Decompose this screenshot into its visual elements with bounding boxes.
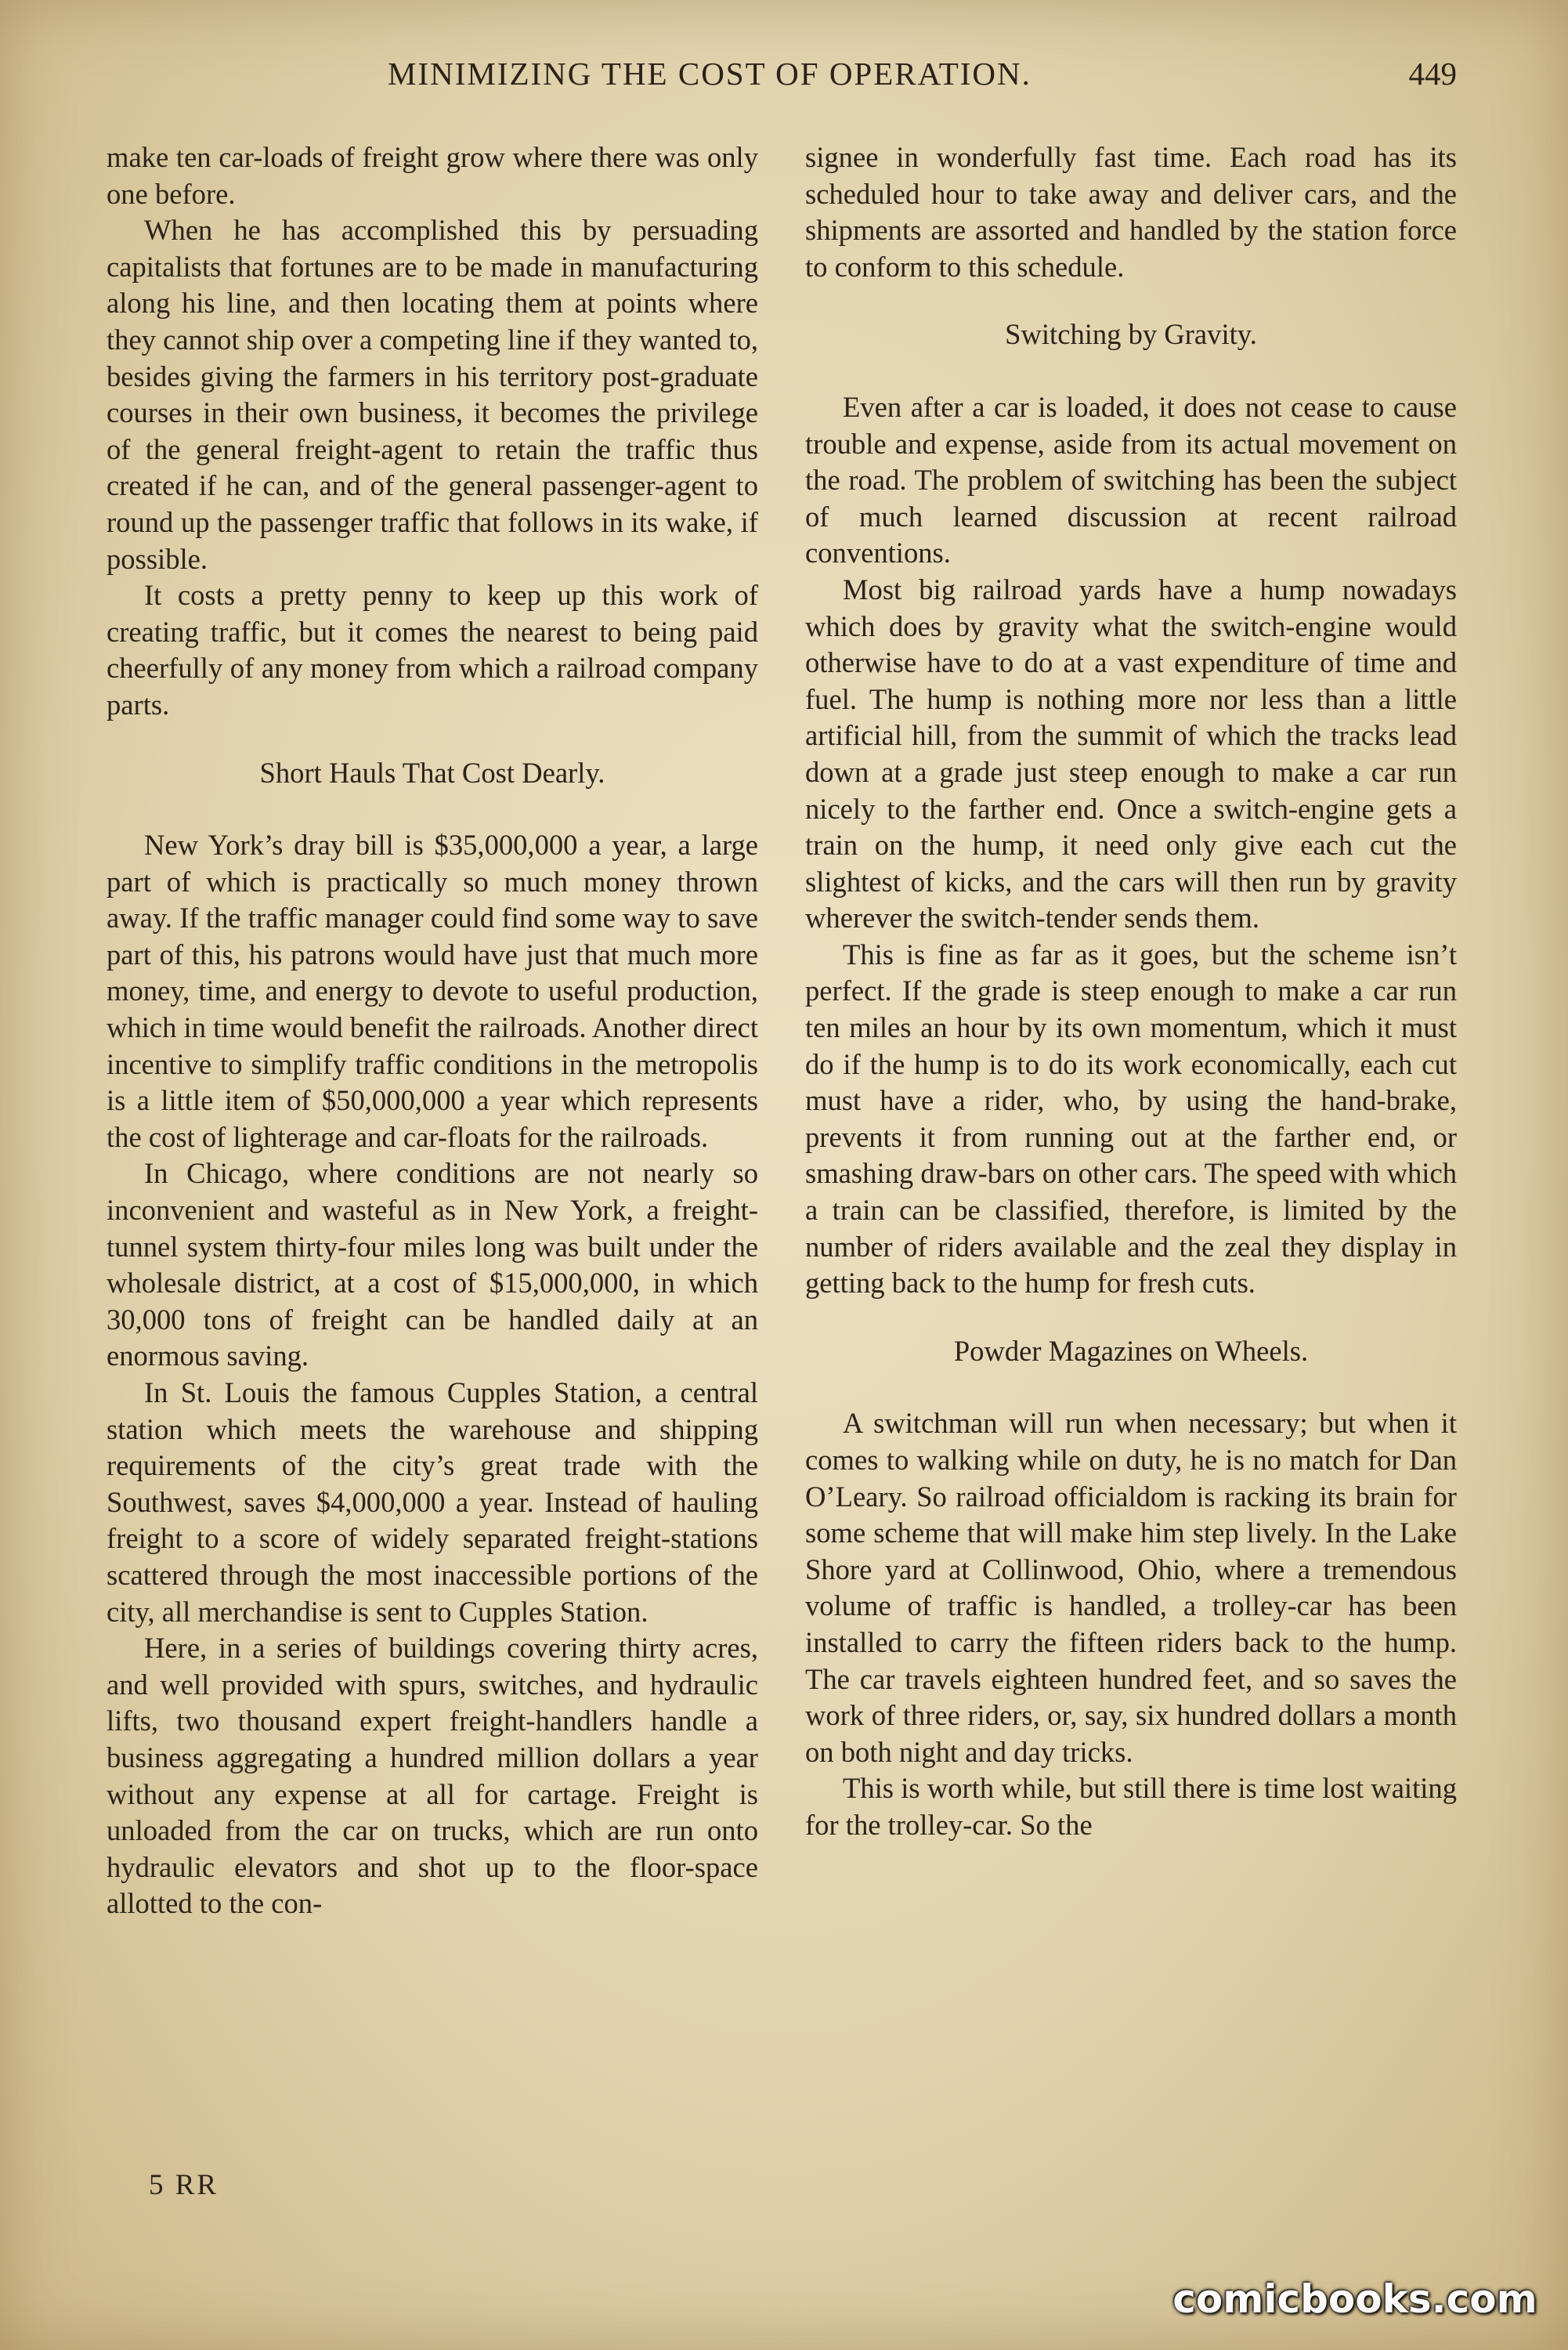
section-heading: Powder Magazines on Wheels. <box>953 1334 1309 1367</box>
paragraph: Even after a car is loaded, it does not cease to cause trouble and expense, aside from its actual movement on the road. The problem of switching has been the subject of much learned discussion at recent railroad conventions. <box>805 390 1457 569</box>
running-title: MINIMIZING THE COST OF OPERATION. <box>388 56 1031 92</box>
watermark: comicbooks.com <box>1172 2276 1537 2322</box>
paragraph: Most big railroad yards have a hump nowadays which does by gravity what the switch-engine would otherwise have to do at a vast expenditure of time and fuel. The hump is nothing more nor less than a little artificial hill, from the summit of which the tracks lead down at a grade just steep enough to make a car run nicely to the farther end. Once a switch-engine gets a train on the hump, it need only give each cut the slightest of kicks, and the cars will then run by gravity wherever the switch-tender sends them. <box>805 573 1457 935</box>
paragraph: When he has accomplished this by persuading capitalists that fortunes are to be made in manufacturing along his line, and then locating them at points where they cannot ship over a competing line if they wanted to, besides giving the farmers in his territory post-graduate courses in their own business, it becomes the privilege of the general freight-agent to retain the traffic thus created if he can, and of the general passenger-agent to round up the passenger traffic that follows in its wake, if possible. <box>107 214 758 575</box>
signature-mark: 5 RR <box>149 2169 219 2201</box>
left-column <box>107 139 758 1922</box>
paragraph: In Chicago, where conditions are not nearly so inconvenient and wasteful as in New York, a freight-tunnel system thirty-four miles long was built under the wholesale district, at a cost of $15,000,000, in which 30,000 tons of freight can be handled daily at an enormous saving. <box>107 1157 758 1372</box>
running-head <box>0 55 1457 102</box>
paragraph: It costs a pretty penny to keep up this work of creating traffic, but it comes the nearest to being paid cheerfully of any money from which a railroad company parts. <box>107 579 758 721</box>
section-heading: Switching by Gravity. <box>1005 318 1257 351</box>
paragraph: A switchman will run when necessary; but when it comes to walking while on duty, he is no match for Dan O’Leary. So railroad officialdom is racking its brain for some scheme that will make him step lively. In the Lake Shore yard at Collinwood, Ohio, where a tremendous volume of traffic is handled, a trolley-car has been installed to carry the fifteen riders back to the hump. The car travels eighteen hundred feet, and so saves the work of three riders, or, say, six hundred dollars a month on both night and day tricks. <box>805 1407 1457 1768</box>
page-number: 449 <box>1408 56 1457 92</box>
right-column <box>805 139 1457 1844</box>
paragraph: This is fine as far as it goes, but the scheme isn’t perfect. If the grade is steep enough to make a car run ten miles an hour by its own momentum, which it must do if the hump is to do its work economically, each cut must have a rider, who, by using the hand-brake, prevents it from running out at the farther end, or smashing draw-bars on other cars. The speed with which a train can be classified, therefore, is limited by the number of riders available and the zeal they display in getting back to the hump for fresh cuts. <box>805 938 1457 1300</box>
paragraph: Here, in a series of buildings covering thirty acres, and well provided with spurs, switches, and hydraulic lifts, two thousand expert freight-handlers handle a business aggregating a hundred million dollars a year without any expense at all for cartage. Freight is unloaded from the car on trucks, which are run onto hydraulic elevators and shot up to the floor-space allotted to the con- <box>107 1632 758 1920</box>
paragraph: In St. Louis the famous Cupples Station, a central station which meets the warehouse and shipping requirements of the city’s great trade with the Southwest, saves $4,000,000 a year. Instead of hauling freight to a score of widely separated freight-stations scattered through the most inaccessible portions of the city, all merchandise is sent to Cupples Station. <box>107 1376 758 1628</box>
paragraph: make ten car-loads of freight grow where there was only one before. <box>107 141 758 210</box>
paragraph: This is worth while, but still there is time lost waiting for the trolley-car. So the <box>805 1772 1457 1841</box>
paragraph: New York’s dray bill is $35,000,000 a year, a large part of which is practically so much money thrown away. If the traffic manager could find some way to save part of this, his patrons would have just that much more money, time, and energy to devote to useful production, which in time would benefit the railroads. Another direct incentive to simplify traffic conditions in the metropolis is a little item of $50,000,000 a year which represents the cost of lighterage and car-floats for the railroads. <box>107 829 758 1153</box>
section-heading: Short Hauls That Cost Dearly. <box>259 756 605 789</box>
paragraph: signee in wonderfully fast time. Each road has its scheduled hour to take away and deliver cars, and the shipments are assorted and handled by the station force to conform to this schedule. <box>805 141 1457 283</box>
